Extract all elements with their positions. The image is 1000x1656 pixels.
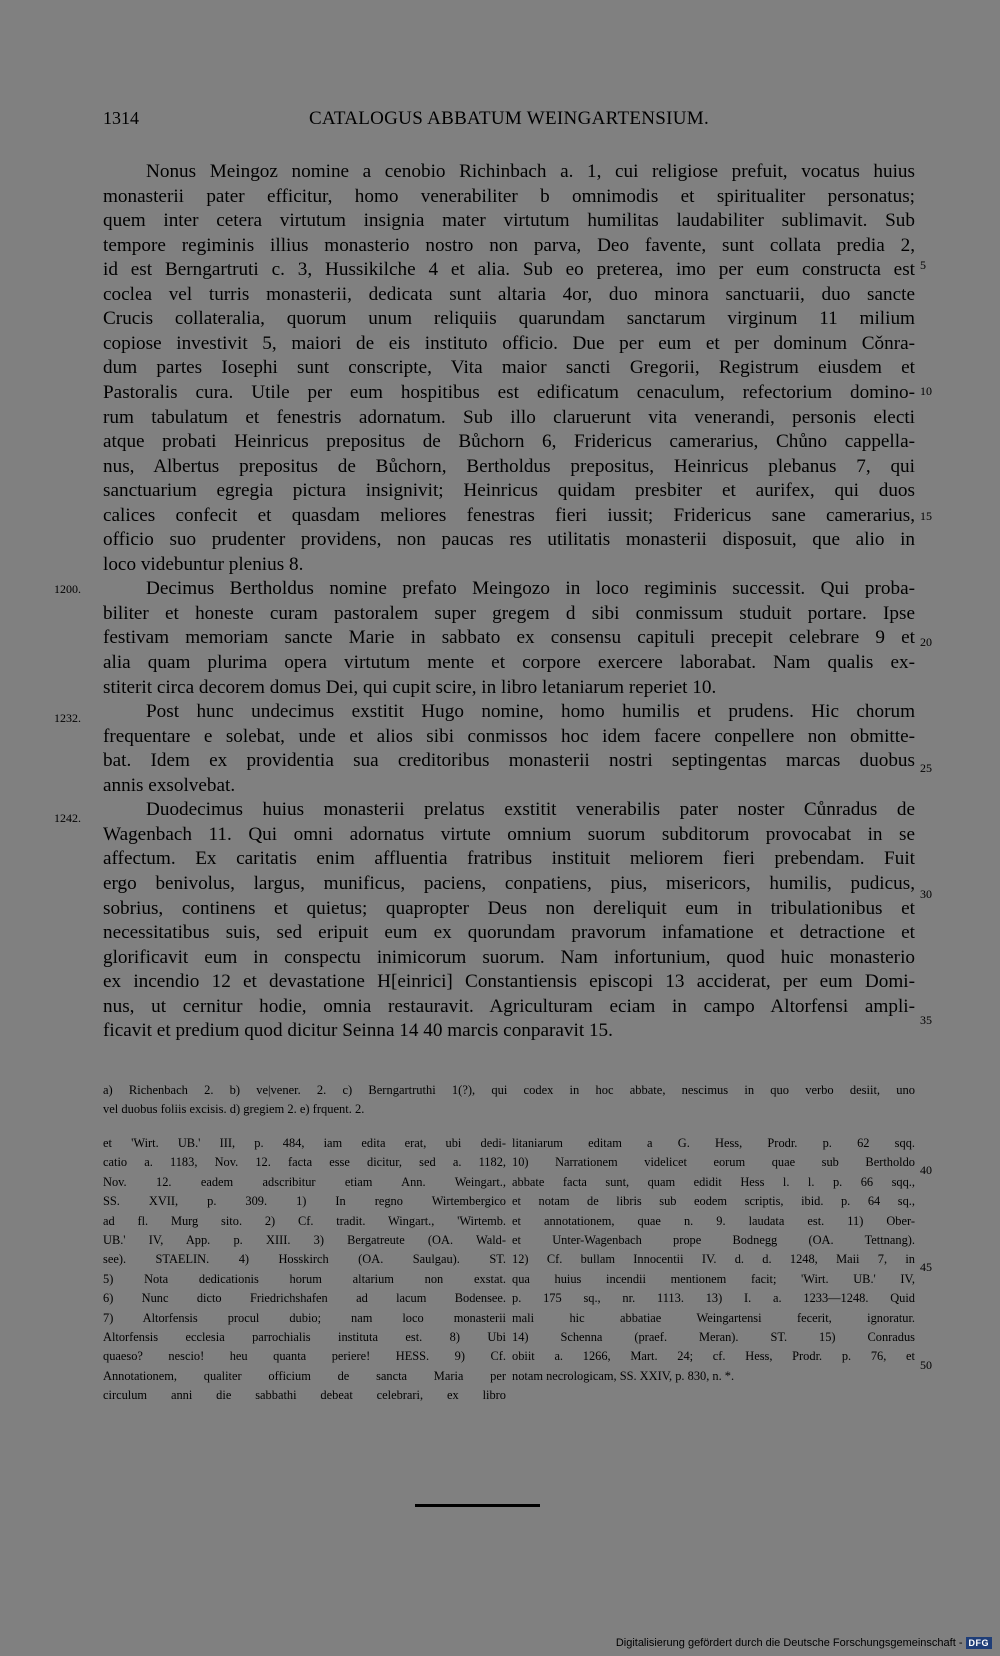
note-line: mali hic abbatiae Weingartensi fecerit, ignoratur. [512, 1310, 915, 1325]
text-line: festivam memoriam sancte Marie in sabbato ex consensu capituli precepit celebrare 9 et [103, 627, 915, 649]
line-number: 25 [920, 761, 932, 775]
text-line: copiose investivit 5, maiori de eis instituto officio. Due per eum et per dominum Cǒnra- [103, 332, 915, 354]
note-line: et annotationem, quae n. 9. laudata est. 11) Ober- [512, 1213, 915, 1228]
text-line: id est Berngartruti c. 3, Hussikilche 4 et alia. Sub eo preterea, imo per eum constructa est [103, 259, 915, 281]
text-line: atque probati Heinricus prepositus de Bůchorn 6, Fridericus camerarius, Chůno cappella- [103, 431, 915, 453]
note-line: Nov. 12. eadem adscribitur etiam Ann. Weingart., [103, 1174, 506, 1189]
end-rule [415, 1504, 540, 1507]
note-line: 14) Schenna (praef. Meran). ST. 15) Conradus [512, 1330, 915, 1345]
text-line: rum tabulatum et fenestris adornatum. Sub illo claruerunt vita venerandi, personis electi [103, 406, 915, 428]
note-line: 6) Nunc dicto Friedrichshafen ad lacum Bodensee. [103, 1291, 506, 1306]
line-number: 5 [920, 258, 926, 272]
text-line: calices confecit et quasdam meliores fenestras fieri iussit; Fridericus sane camerarius, [103, 504, 915, 526]
text-line: Decimus Bertholdus nomine prefato Meingozo in loco regiminis successit. Qui proba- [146, 578, 915, 600]
text-line: ex incendio 12 et devastatione H[einrici] Constantiensis episcopi 13 acciderat, per eum Domi- [103, 971, 915, 993]
footer-text: Digitalisierung gefördert durch die Deutsche Forschungsgemeinschaft - [615, 1637, 963, 1649]
note-line: et 'Wirt. UB.' III, p. 484, iam edita erat, ubi dedi- [103, 1136, 506, 1150]
text-line: Wagenbach 11. Qui omni adornatus virtute omnium suorum subditorum provocabat in se [103, 823, 915, 845]
text-line: nus, ut cernitur hodie, omnia restauravit. Agriculturam eciam in campo Altorfensi ampli- [103, 995, 915, 1017]
note-line: et Unter-Wagenbach prope Bodnegg (OA. Tettnang). [512, 1233, 915, 1248]
text-line: loco videbuntur plenius 8. [103, 553, 304, 575]
note-line-number: 40 [920, 1163, 932, 1177]
text-line: bat. Idem ex providentia sua creditoribus monasterii nostri septingentas marcas duobus [103, 750, 915, 772]
note-line: abbate facta sunt, quam edidit Hess l. l. p. 66 sqq., [512, 1174, 915, 1189]
text-line: sanctuarium egregia pictura insignivit; Heinricus quidam presbiter et aurifex, qui duos [103, 480, 915, 502]
note-line: catio a. 1183, Nov. 12. facta esse dicitur, sed a. 1182, [103, 1155, 506, 1170]
text-line: biliter et honeste curam pastoralem super gregem d sibi conmissum studuit portare. Ipse [103, 602, 915, 624]
variant-footnote: vel duobus foliis excisis. d) gregiem 2. e) frquent. 2. [103, 1102, 365, 1116]
line-number: 35 [920, 1013, 932, 1027]
note-line: quaeso? nescio! heu quanta periere! HESS. 9) Cf. [103, 1349, 506, 1364]
line-number: 30 [920, 887, 932, 901]
text-line: Nonus Meingoz nomine a cenobio Richinbach a. 1, cui religiose prefuit, vocatus huius [146, 161, 915, 182]
text-line: quem inter cetera virtutum insignia mater virtutum humilitas laudabiliter sublimavit. Sub [103, 210, 915, 232]
text-line: monasterii pater efficitur, homo venerabiliter b omnimodis et spiritualiter personatus; [103, 185, 915, 207]
line-number: 15 [920, 509, 932, 523]
note-line: ad fl. Murg sito. 2) Cf. tradit. Wingart., 'Wirtemb. [103, 1213, 506, 1228]
note-line: circulum anni die sabbathi debeat celebrari, ex libro [103, 1388, 506, 1403]
note-line: obiit a. 1266, Mart. 24; cf. Hess, Prodr. p. 76, et [512, 1349, 915, 1364]
text-line: frequentare e solebat, unde et alios sibi conmissos hoc idem facere conpellere non obmitte- [103, 725, 915, 747]
note-line: qua huius incendii mentionem facit; 'Wirt. UB.' IV, [512, 1271, 915, 1286]
text-line: alia quam plurima opera virtutum mente et corpore exercere laborabat. Nam qualis ex- [103, 652, 915, 673]
text-line: necessitatibus suis, sed eripuit eum ex quorundam pravorum infamatione et detractione et [103, 922, 915, 944]
note-line: SS. XVII, p. 309. 1) In regno Wirtembergico [103, 1194, 506, 1209]
margin-year: 1242. [54, 811, 81, 825]
margin-year: 1200. [54, 582, 81, 596]
text-line: Pastoralis cura. Utile per eum hospitibus est edificatum cenaculum, refectorium domino- [103, 381, 915, 403]
text-line: ergo benivolus, largus, munificus, paciens, conpatiens, pius, misericors, humilis, pudicus, [103, 872, 915, 894]
note-line: Annotationem, qualiter officium de sancta Maria per [103, 1368, 506, 1383]
text-line: officio suo prudenter providens, non paucas res utilitatis monasterii disposuit, que alio in [103, 529, 915, 551]
notes-right-column [512, 1134, 915, 1386]
note-line-number: 50 [920, 1358, 932, 1372]
text-line: ficavit et predium quod dicitur Seinna 14 40 marcis conparavit 15. [103, 1020, 613, 1042]
text-line: annis exsolvebat. [103, 774, 236, 796]
text-line: glorificavit eum in conspectu inimicorum suorum. Nam infortunium, quod huic monasterio [103, 946, 915, 968]
line-number: 20 [920, 635, 932, 649]
text-line: sobrius, continens et quietus; quapropter Deus non dereliquit eum in tribulationibus et [103, 897, 915, 919]
text-line: dum partes Iosephi sunt conscripte, Vita maior sancti Gregorii, Registrum eiusdem et [103, 357, 915, 379]
text-line: Crucis collateralia, quorum unum reliquiis quarundam sanctarum virginum 11 milium [103, 308, 915, 330]
page-number: 1314 [103, 108, 139, 128]
text-line: affectum. Ex caritatis enim affluentia fratribus instituit meliorem fieri prebendam. Fuit [103, 848, 915, 870]
page-header [103, 108, 915, 138]
note-line: 7) Altorfensis procul dubio; nam loco monasterii [103, 1310, 506, 1325]
note-line: notam necrologicam, SS. XXIV, p. 830, n. *. [512, 1368, 735, 1383]
running-title: CATALOGUS ABBATUM WEINGARTENSIUM. [308, 108, 710, 129]
margin-year: 1232. [54, 711, 81, 725]
text-line: Post hunc undecimus exstitit Hugo nomine, homo humilis et prudens. Hic chorum [146, 701, 915, 723]
note-line: 12) Cf. bullam Innocentii IV. d. d. 1248, Maii 7, in [512, 1252, 915, 1267]
note-line: see). STAELIN. 4) Hosskirch (OA. Saulgau). ST. [103, 1252, 506, 1267]
note-line: UB.' IV, App. p. XIII. 3) Bergatreute (OA. Wald- [103, 1233, 506, 1248]
note-line: p. 175 sq., nr. 1113. 13) I. a. 1233—1248. Quid [512, 1291, 915, 1306]
note-line: litaniarum editam a G. Hess, Prodr. p. 62 sqq. [512, 1136, 915, 1150]
text-line: nus, Albertus prepositus de Bůchorn, Bertholdus prepositus, Heinricus plebanus 7, qui [103, 455, 915, 477]
note-line: Altorfensis ecclesia parrochialis instituta est. 8) Ubi [103, 1330, 506, 1345]
footer [616, 1637, 992, 1649]
text-line: Duodecimus huius monasterii prelatus exstitit venerabilis pater noster Cůnradus de [146, 799, 915, 821]
line-number: 10 [920, 384, 932, 398]
note-line: et notam de libris sub eodem scriptis, ibid. p. 64 sq., [512, 1194, 915, 1209]
note-line: 10) Narrationem videlicet eorum quae sub Bertholdo [512, 1155, 915, 1170]
note-line-number: 45 [920, 1260, 932, 1274]
variant-footnote: a) Richenbach 2. b) ve|vener. 2. c) Berngartruthi 1(?), qui codex in hoc abbate, nescimus in quo verbo desiit, uno [103, 1083, 915, 1097]
dfg-logo-icon: DFG [966, 1637, 993, 1649]
notes-left-column [103, 1134, 506, 1406]
text-line: stiterit circa decorem domus Dei, qui cupit scire, in libro letaniarum reperiet 10. [103, 676, 717, 698]
note-line: 5) Nota dedicationis horum altarium non exstat. [103, 1271, 506, 1286]
text-line: coclea vel turris monasterii, dedicata sunt altaria 4or, duo minora sanctuarii, duo sancte [103, 283, 915, 305]
text-line: tempore regiminis illius monasterio nostro non parva, Deo favente, sunt collata predia 2, [103, 234, 915, 256]
